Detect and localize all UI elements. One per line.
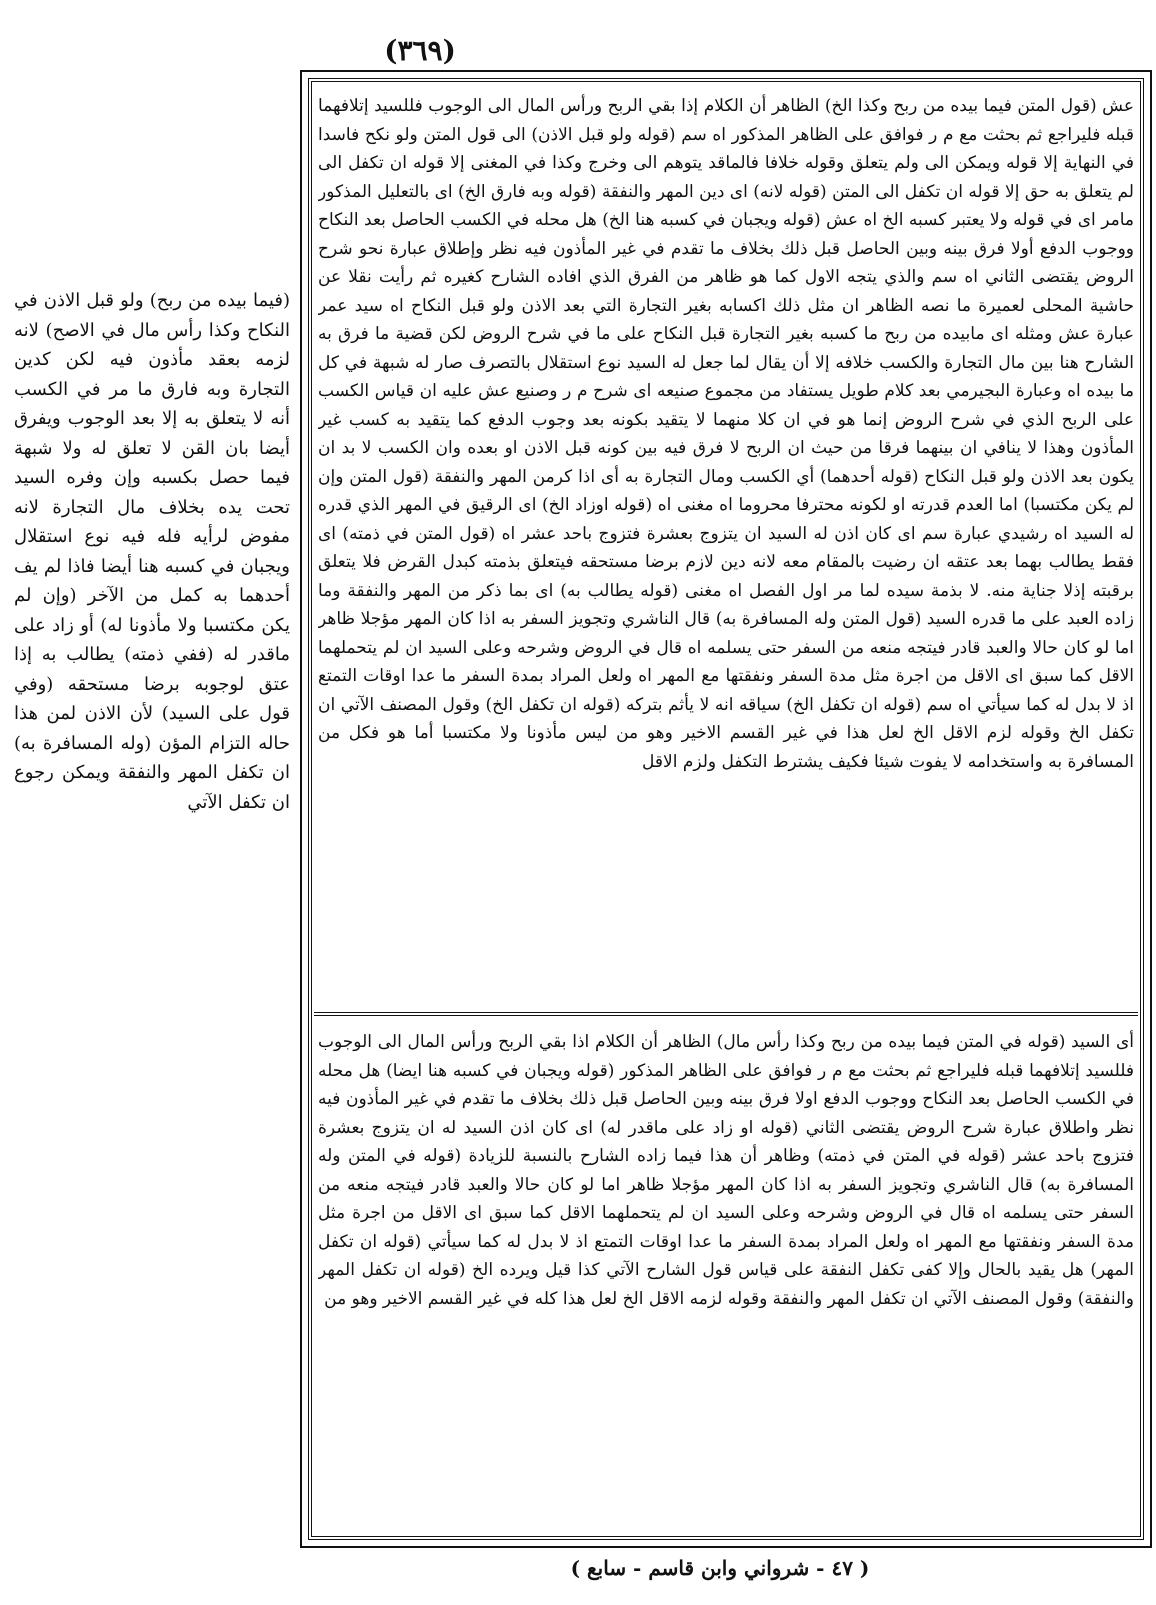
section-divider [314, 1012, 1138, 1016]
footer-signature: ( ٤٧ - شرواني وابن قاسم - سابع ) [570, 1556, 870, 1580]
lower-commentary: أى السيد (قوله في المتن فيما بيده من ربح وكذا رأس مال) الظاهر أن الكلام اذا بقي الربح ورأس المال الى الوجوب فللسيد إتلافهما قبله فليراجع ثم بحثت مع م ر فوافق على الظاهر المذكور (قوله ويجبان في كسبه هنا ايضا) هل محله في الكسب الحاصل بعد النكاح ووجوب الدفع اولا فرق بينه وبين الحاصل قبل ذلك بخلاف ما تقدم في غير المأذون فيه نظر واطلاق عبارة شرح الروض يقتضى الثاني (قوله او زاد على ماقدر له) اى كان اذن السيد له ان يتزوج بعشرة فتزوج باحد عشر (قوله في المتن في ذمته) وظاهر أن هذا فيما زاده الشارح بالنسبة للزيادة (قوله في المتن وله المسافرة به) قال الناشري وتجويز السفر به اذا كان المهر مؤجلا ظاهر اما لو كان حالا والعبد قادر فيتجه منعه من السفر حتى يسلمه اه قال في الروض وشرحه وعلى السيد ان لم يتحملهما الاقل كما سبق اى الاقل من اجرة مثل مدة السفر ونفقتها مع المهر اه ولعل المراد بمدة السفر ما عدا اوقات التمتع اذ لا بدل له كما سيأتي (قوله ان تكفل المهر) هل يقيد بالحال وإلا كفى تكفل النفقة على قياس قول الشارح الآتي كذا قيل ويرده الخ (قوله ان تكفل المهر والنفقة) وقول المصنف الآتي ان تكفل المهر والنفقة وقوله لزمه الاقل الخ لعل هذا كله في غير القسم الاخير وهو من [318, 1032, 1134, 1309]
margin-matn-text: (فيما بيده من ربح) ولو قبل الاذن في النكاح وكذا رأس مال في الاصح) لانه لزمه بعقد مأذون فيه لكن كدين التجارة وبه فارق ما مر في الكسب أنه لا يتعلق به إلا بعد الوجوب ويفرق أيضا بان القن لا تعلق له ولا شبهة فيما حصل بكسبه وإن وفره السيد تحت يده بخلاف مال التجارة لانه مفوض لرأيه فله فيه نوع استقلال ويجبان في كسبه هنا أيضا فاذا لم يف أحدهما به كمل من الآخر (وإن لم يكن مكتسبا ولا مأذونا له) أو زاد على ماقدر له (ففي ذمته) يطالب به إذا عتق لوجوبه برضا مستحقه (وفي قول على السيد) لأن الاذن لمن هذا حاله التزام المؤن (وله المسافرة به) ان تكفل المهر والنفقة ويمكن رجوع ان تكفل الآتي [14, 290, 290, 813]
page-number: (٣٦٩) [384, 34, 456, 67]
main-commentary: عش (قول المتن فيما بيده من ربح وكذا الخ) الظاهر أن الكلام إذا بقي الربح ورأس المال الى الوجوب فللسيد إتلافهما قبله فليراجع ثم بحثت مع م ر فوافق على الظاهر المذكور اه سم (قوله ولو قبل الاذن) الى قول المتن ولو نكح فاسدا في النهاية إلا قوله ويمكن الى ولم يتعلق وقوله خلافا فالماقد يتوهم الى وخرج وكذا في المغنى إلا قوله ان تكفل الى لم يتعلق به حق إلا قوله ان تكفل الى المتن (قوله لانه) اى دين المهر والنفقة (قوله وبه فارق الخ) اى بالتعليل المذكور مامر اى في قوله ولا يعتبر كسبه الخ اه عش (قوله ويجبان في كسبه هنا الخ) هل محله في الكسب الحاصل بعد النكاح ووجوب الدفع أولا فرق بينه وبين الحاصل قبل ذلك بخلاف ما تقدم في غير المأذون فيه نظر وإطلاق عبارة نحو شرح الروض يقتضى الثاني اه سم والذي يتجه الاول كما هو ظاهر من الفرق الذي افاده الشارح كغيره ثم رأيت نقلا عن حاشية المحلى لعميرة ما نصه الظاهر ان مثل ذلك اكسابه بغير التجارة التي بعد الاذن ولو قبل النكاح اه سيد عمر عبارة عش ومثله اى مابيده من ربح ما كسبه بغير التجارة قبل النكاح على ما في شرح الروض لكن قضية ما فرق به الشارح هنا بين مال التجارة والكسب خلافه إلا أن يقال لما جعل له السيد نوع استقلال بالتصرف صار له شبهة في كل ما بيده اه وعبارة البجيرمي بعد كلام طويل يستفاد من مجموع صنيعه اى شرح م ر وصنيع عش عليه ان قياس الكسب على الربح الذي في شرح الروض إنما هو في ان كلا منهما لا يتقيد بكونه بعد وجوب الدفع كما يتقيد به كسب غير المأذون وهذا لا ينافي ان بينهما فرقا من حيث ان الربح لا فرق فيه بين كونه قبل الاذن او بعده وان الكسب لا بد ان يكون بعد الاذن ولو قبل النكاح (قوله أحدهما) أي الكسب ومال التجارة به أى اذا كرمن المهر والنفقة (قول المتن وإن لم يكن مكتسبا) اما العدم قدرته او لكونه محترفا محروما اه مغنى اه (قوله اوزاد الخ) اى الرقيق في المهر الذي قدره له السيد اه رشيدي عبارة سم اى كان اذن له السيد ان يتزوج بعشرة فتزوج باحد عشر اه (قول المتن في ذمته) اى فقط يطالب بهما بعد عتقه ان رضيت بالمقام معه لانه دين لازم برضا مستحقه فيتعلق بذمته كبدل القرض فلا يتعلق برقبته إذلا جناية منه. لا بذمة سيده لما مر اول الفصل اه مغنى (قوله يطالب به) اى بما ذكر من المهر والنفقة وما زاده العبد على ما قدره السيد (قول المتن وله المسافرة به) قال الناشري وتجويز السفر به اذا كان المهر مؤجلا ظاهر اما لو كان حالا والعبد قادر فيتجه منعه من السفر حتى يسلمه اه قال في الروض وشرحه وعلى السيد ان لم يتحملهما الاقل كما سبق اى الاقل من اجرة مثل مدة السفر ونفقتها مع المهر اه ولعل المراد بمدة السفر ما عدا اوقات التمتع اذ لا بدل له كما سيأتي اه سم (قوله ان تكفل الخ) سياقه انه لا يأثم بتركه (قوله ان تكفل الخ) وقول المصنف الآتي ان تكفل الخ وقوله لزم الاقل الخ لعل هذا في غير القسم الاخير وهو من ليس مأذونا ولا مكتسبا أما هو فكل من المسافرة به واستخدامه لا يفوت شيئا فكيف يشترط التكفل ولزم الاقل [318, 96, 1134, 772]
